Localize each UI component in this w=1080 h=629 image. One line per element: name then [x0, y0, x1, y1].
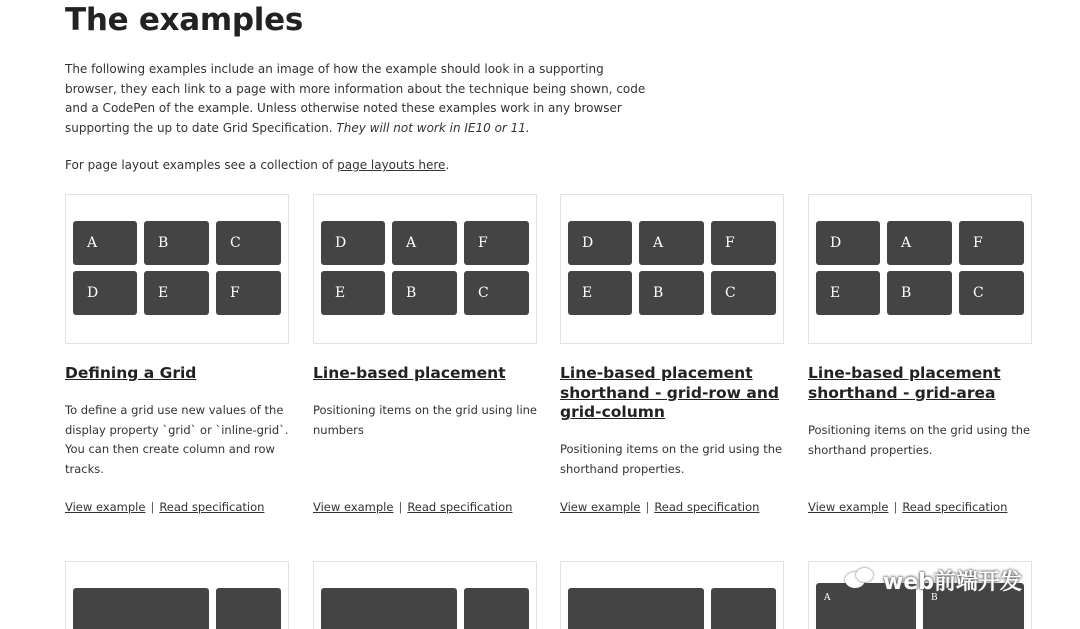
example-description: Positioning items on the grid using the shorthand properties.	[808, 423, 1031, 457]
example-card	[65, 194, 289, 514]
grid-preview-block	[464, 588, 529, 629]
grid-cell: E	[816, 271, 880, 315]
grid-cell: F	[216, 271, 281, 315]
intro-text: The following examples include an image of how the example should look in a supporting browser, they each link to a page with more information about the technique being shown, code and a CodePen of the example. Unless otherwise noted these examples work in any browser supporting the up to date Grid Specification.	[65, 62, 646, 135]
grid-cell: A	[887, 221, 952, 265]
grid-cell: C	[711, 271, 776, 315]
link-separator: |	[645, 500, 650, 514]
grid-preview-block	[321, 588, 457, 629]
layouts-suffix: .	[445, 158, 450, 172]
view-example-link[interactable]: View example	[808, 500, 889, 514]
read-spec-link[interactable]: Read specification	[654, 500, 760, 514]
example-title-link[interactable]: Defining a Grid	[65, 364, 197, 382]
link-separator: |	[893, 500, 898, 514]
watermark	[845, 563, 1055, 597]
view-example-link[interactable]: View example	[560, 500, 641, 514]
example-thumbnail[interactable]	[808, 194, 1032, 344]
grid-cell: A	[392, 221, 457, 265]
example-title-link[interactable]: Line-based placement shorthand - grid-area	[808, 364, 1001, 402]
example-card	[313, 194, 538, 514]
grid-cell: D	[73, 271, 137, 315]
read-spec-link[interactable]: Read specification	[407, 500, 513, 514]
grid-preview	[568, 221, 776, 315]
grid-cell: C	[216, 221, 281, 265]
grid-preview	[816, 221, 1024, 315]
intro-paragraph	[65, 60, 655, 138]
grid-cell: B	[887, 271, 952, 315]
grid-cell: E	[321, 271, 385, 315]
example-links	[808, 498, 1007, 518]
page-layouts-note	[65, 156, 449, 176]
read-spec-link[interactable]: Read specification	[902, 500, 1008, 514]
grid-cell: B	[639, 271, 704, 315]
example-card	[560, 194, 784, 514]
example-description: Positioning items on the grid using line numbers	[313, 403, 538, 437]
grid-preview	[73, 221, 281, 315]
grid-cell: B	[144, 221, 209, 265]
example-thumbnail[interactable]	[560, 194, 784, 344]
grid-cell: A	[73, 221, 137, 265]
grid-cell: D	[816, 221, 880, 265]
grid-cell: B	[923, 583, 1024, 629]
example-thumbnail[interactable]	[313, 194, 537, 344]
intro-italic-note: They will not work in IE10 or 11.	[336, 120, 530, 135]
grid-cell: D	[321, 221, 385, 265]
page-title: The examples	[65, 2, 303, 38]
example-links	[560, 498, 759, 518]
example-links	[65, 498, 264, 518]
example-card	[808, 194, 1032, 514]
grid-preview-block	[73, 588, 209, 629]
grid-preview-block	[216, 588, 281, 629]
link-separator: |	[398, 500, 403, 514]
grid-cell: A	[639, 221, 704, 265]
view-example-link[interactable]: View example	[65, 500, 146, 514]
grid-preview	[321, 221, 529, 315]
example-title-link[interactable]: Line-based placement shorthand - grid-row and grid-column	[560, 364, 779, 421]
read-spec-link[interactable]: Read specification	[159, 500, 265, 514]
example-thumbnail[interactable]	[65, 194, 289, 344]
link-separator: |	[150, 500, 155, 514]
example-description: Positioning items on the grid using the shorthand properties.	[560, 442, 783, 476]
view-example-link[interactable]: View example	[313, 500, 394, 514]
example-thumbnail[interactable]	[560, 561, 784, 629]
grid-cell: B	[392, 271, 457, 315]
example-links	[313, 498, 512, 518]
grid-preview-block	[568, 588, 704, 629]
grid-cell: F	[711, 221, 776, 265]
watermark-text: web前端开发	[883, 569, 1022, 595]
chat-bubbles-icon	[845, 568, 875, 592]
grid-cell: C	[959, 271, 1024, 315]
grid-cell: F	[959, 221, 1024, 265]
example-thumbnail[interactable]	[65, 561, 289, 629]
grid-cell: E	[568, 271, 632, 315]
grid-preview-block	[711, 588, 776, 629]
grid-cell: C	[464, 271, 529, 315]
grid-cell: F	[464, 221, 529, 265]
layouts-prefix: For page layout examples see a collection of	[65, 158, 334, 172]
page-layouts-link[interactable]: page layouts here	[337, 158, 446, 172]
grid-cell: D	[568, 221, 632, 265]
example-description: To define a grid use new values of the display property `grid` or `inline-grid`. You can then create column and row tracks.	[65, 403, 289, 476]
example-title-link[interactable]: Line-based placement	[313, 364, 506, 382]
grid-cell: E	[144, 271, 209, 315]
example-thumbnail[interactable]	[313, 561, 537, 629]
grid-cell: A	[816, 583, 916, 629]
